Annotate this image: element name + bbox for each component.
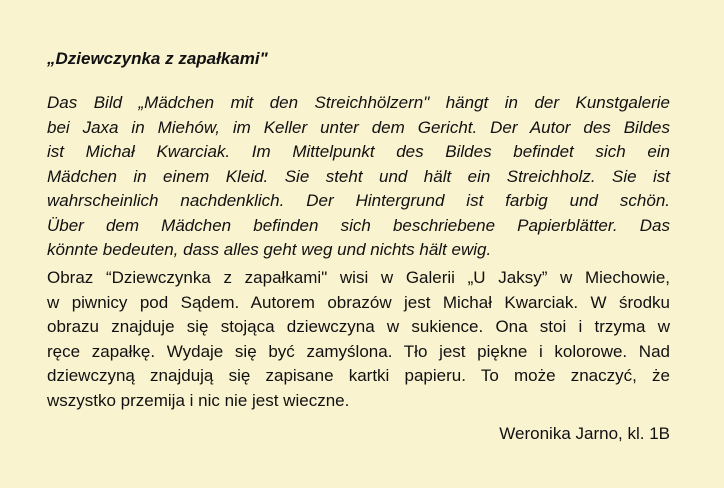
paragraph-line: könnte bedeuten, dass alles geht weg und nichts hält ewig. [47, 240, 492, 259]
paragraph-line: ręce zapałkę. Wydaje się być zamyślona. Tło jest piękne i kolorowe. Nad [47, 341, 670, 361]
paragraph-line: Mädchen in einem Kleid. Sie steht und hält ein Streichholz. Sie ist [47, 166, 670, 186]
polish-paragraph [47, 266, 670, 413]
german-paragraph [47, 91, 670, 263]
paragraph-line: wahrscheinlich nachdenklich. Der Hintergrund ist farbig und schön. [47, 191, 670, 210]
paragraph-line: dziewczyną znajdują się zapisane kartki papieru. To może znaczyć, że [47, 366, 670, 385]
paragraph-line: wszystko przemija i nic nie jest wieczne. [47, 390, 350, 410]
paragraph-line: w piwnicy pod Sądem. Autorem obrazów jest Michał Kwarciak. W środku [47, 292, 670, 312]
paragraph-line: Über dem Mädchen befinden sich beschriebene Papierblätter. Das [47, 215, 670, 235]
paragraph-line: Das Bild „Mädchen mit den Streichhölzern" hängt in der Kunstgalerie [47, 93, 670, 112]
document-body [47, 0, 670, 488]
paragraph-line: ist Michał Kwarciak. Im Mittelpunkt des Bildes befindet sich ein [47, 142, 670, 161]
paragraph-line: obrazu znajduje się stojąca dziewczyna w sukience. Ona stoi i trzyma w [47, 317, 670, 336]
author-signature: Weronika Jarno, kl. 1B [499, 424, 670, 443]
paragraph-line: bei Jaxa in Miehów, im Keller unter dem Gericht. Der Autor des Bildes [47, 117, 670, 137]
paragraph-line: Obraz “Dziewczynka z zapałkami" wisi w Galerii „U Jaksy” w Miechowie, [47, 268, 670, 287]
document-title: „Dziewczynka z zapałkami" [47, 49, 268, 68]
